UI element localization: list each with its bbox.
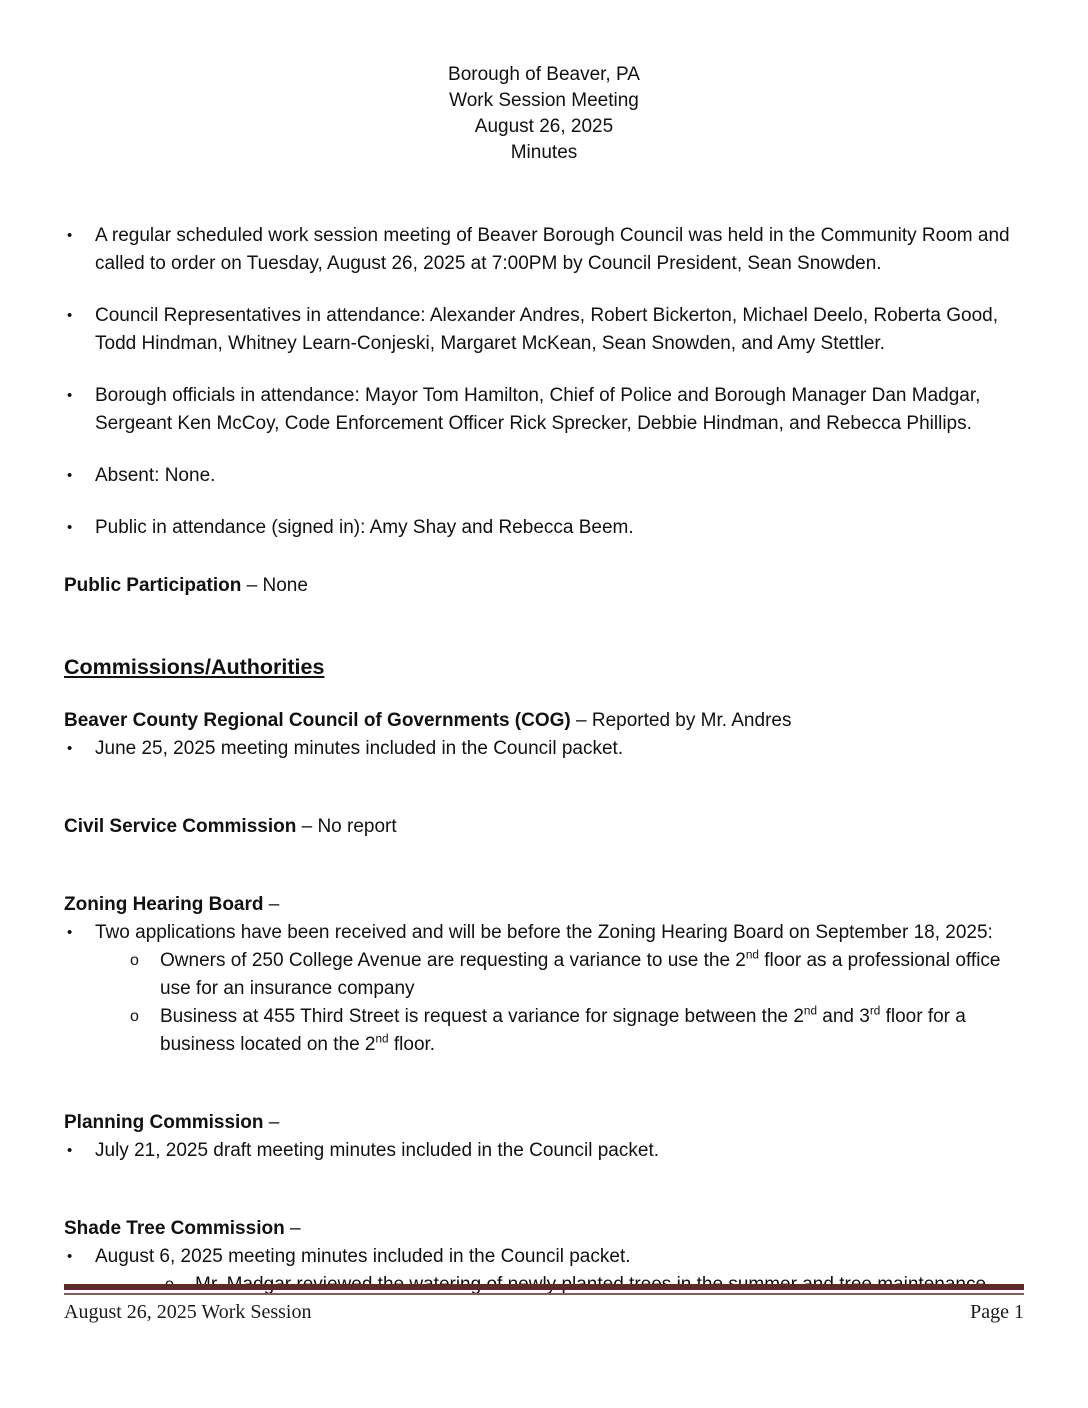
bullet-item xyxy=(64,462,1024,490)
text-run: floor as a professional office use for an insurance company xyxy=(160,950,1001,999)
intro-bullet-list xyxy=(64,222,1024,542)
bullet-text xyxy=(95,517,634,538)
text-run: Two applications have been received and will be before the Zoning Hearing Board on September 18, 2025: xyxy=(95,922,993,943)
disc-bullet-icon: • xyxy=(67,467,73,484)
circle-bullet-icon: o xyxy=(130,1008,139,1025)
text-run: – No report xyxy=(296,816,397,837)
bullet-item xyxy=(64,1243,1024,1271)
text-run: Civil Service Commission xyxy=(64,816,297,837)
section-zoning-hearing-board xyxy=(64,891,1024,1059)
sections-container xyxy=(64,707,1024,1299)
bullet-item xyxy=(64,514,1024,542)
bullet-item xyxy=(64,947,1024,1003)
public-participation-line xyxy=(64,572,1024,600)
section-planning-commission xyxy=(64,1109,1024,1165)
text-run: floor. xyxy=(388,1034,436,1055)
text-run: floor for a business located on the 2 xyxy=(160,1006,966,1055)
ordinal-superscript: nd xyxy=(375,1032,389,1046)
bullet-item xyxy=(64,382,1024,438)
section-heading-planning-commission xyxy=(64,1109,1024,1137)
bullet-item xyxy=(64,302,1024,358)
document-title xyxy=(64,62,1024,166)
text-run: August 6, 2025 meeting minutes included in the Council packet. xyxy=(95,1246,631,1267)
text-run: July 21, 2025 draft meeting minutes included in the Council packet. xyxy=(95,1140,659,1161)
text-run: Absent: None. xyxy=(95,465,216,486)
text-run: Public Participation xyxy=(64,575,242,596)
section-heading-zoning-hearing-board xyxy=(64,891,1024,919)
bullet-text xyxy=(95,1246,631,1267)
ordinal-superscript: rd xyxy=(869,1004,881,1018)
bullet-item xyxy=(64,1003,1024,1059)
text-run: Planning Commission xyxy=(64,1112,264,1133)
text-run: – xyxy=(284,1218,301,1239)
bullet-text xyxy=(95,1140,659,1161)
text-run: Borough officials in attendance: Mayor Tom Hamilton, Chief of Police and Borough Manager Dan Madgar, Sergeant Ken McCoy, Code Enforcement Officer Rick Sprecker, Debbie Hindman, and Rebecca Phillips. xyxy=(95,385,981,434)
section-heading-cog xyxy=(64,707,1024,735)
page-footer xyxy=(64,1284,1024,1324)
text-run: Council Representatives in attendance: Alexander Andres, Robert Bickerton, Michael Deelo, Roberta Good, Todd Hindman, Whitney Learn-Conjeski, Margaret McKean, Sean Snowden, and Amy Stettler. xyxy=(95,305,999,354)
text-run: June 25, 2025 meeting minutes included in the Council packet. xyxy=(95,738,624,759)
footer-text-row xyxy=(64,1300,1024,1324)
text-run: A regular scheduled work session meeting of Beaver Borough Council was held in the Community Room and called to order on Tuesday, August 26, 2025 at 7:00PM by Council President, Sean Snowden. xyxy=(95,225,1010,274)
text-run: Zoning Hearing Board xyxy=(64,894,264,915)
text-run: – xyxy=(263,894,280,915)
title-line: August 26, 2025 xyxy=(474,116,614,137)
bullet-item xyxy=(64,735,1024,763)
footer-page-number: Page 1 xyxy=(970,1301,1024,1323)
bullet-text xyxy=(95,465,215,486)
bullet-text xyxy=(95,225,1010,274)
bullet-item xyxy=(64,1137,1024,1165)
disc-bullet-icon: • xyxy=(67,519,73,536)
circle-bullet-icon: o xyxy=(130,952,139,969)
text-run: – None xyxy=(241,575,308,596)
disc-bullet-icon: • xyxy=(67,1142,73,1159)
bullet-text xyxy=(160,950,1000,999)
bullet-text xyxy=(160,1006,966,1055)
title-line: Borough of Beaver, PA xyxy=(448,64,640,85)
disc-bullet-icon: • xyxy=(67,387,73,404)
bullet-item xyxy=(64,222,1024,278)
text-run: Business at 455 Third Street is request a variance for signage between the 2 xyxy=(160,1006,804,1027)
bullet-text xyxy=(95,385,980,434)
text-run: Mr. Madgar reviewed the watering of newly planted trees in the summer and tree maintenance. xyxy=(195,1274,992,1295)
ordinal-superscript: nd xyxy=(745,948,759,962)
bullet-text xyxy=(95,922,993,943)
text-run: Owners of 250 College Avenue are requesting a variance to use the 2 xyxy=(160,950,746,971)
bullet-text xyxy=(95,738,623,759)
ordinal-superscript: nd xyxy=(803,1004,818,1018)
text-run: Shade Tree Commission xyxy=(64,1218,285,1239)
disc-bullet-icon: • xyxy=(67,740,73,757)
commissions-authorities-heading: Commissions/Authorities xyxy=(64,655,325,679)
bullet-text xyxy=(95,305,998,354)
disc-bullet-icon: • xyxy=(67,1248,73,1265)
text-run: – xyxy=(263,1112,280,1133)
title-line: Minutes xyxy=(510,142,578,163)
text-run: – Reported by Mr. Andres xyxy=(570,710,792,731)
disc-bullet-icon: • xyxy=(67,924,73,941)
text-run: and 3 xyxy=(817,1006,870,1027)
section-civil-service xyxy=(64,813,1024,841)
section-heading-civil-service xyxy=(64,813,1024,841)
footer-rule xyxy=(64,1284,1024,1295)
text-run: Beaver County Regional Council of Governments (COG) xyxy=(64,710,571,731)
section-heading-shade-tree-commission xyxy=(64,1215,1024,1243)
circle-bullet-icon: o xyxy=(165,1276,174,1293)
disc-bullet-icon: • xyxy=(67,307,73,324)
disc-bullet-icon: • xyxy=(67,227,73,244)
text-run: Public in attendance (signed in): Amy Shay and Rebecca Beem. xyxy=(95,517,634,538)
title-line: Work Session Meeting xyxy=(449,90,639,111)
bullet-item xyxy=(64,919,1024,947)
footer-left-text: August 26, 2025 Work Session xyxy=(64,1301,312,1323)
section-cog xyxy=(64,707,1024,763)
